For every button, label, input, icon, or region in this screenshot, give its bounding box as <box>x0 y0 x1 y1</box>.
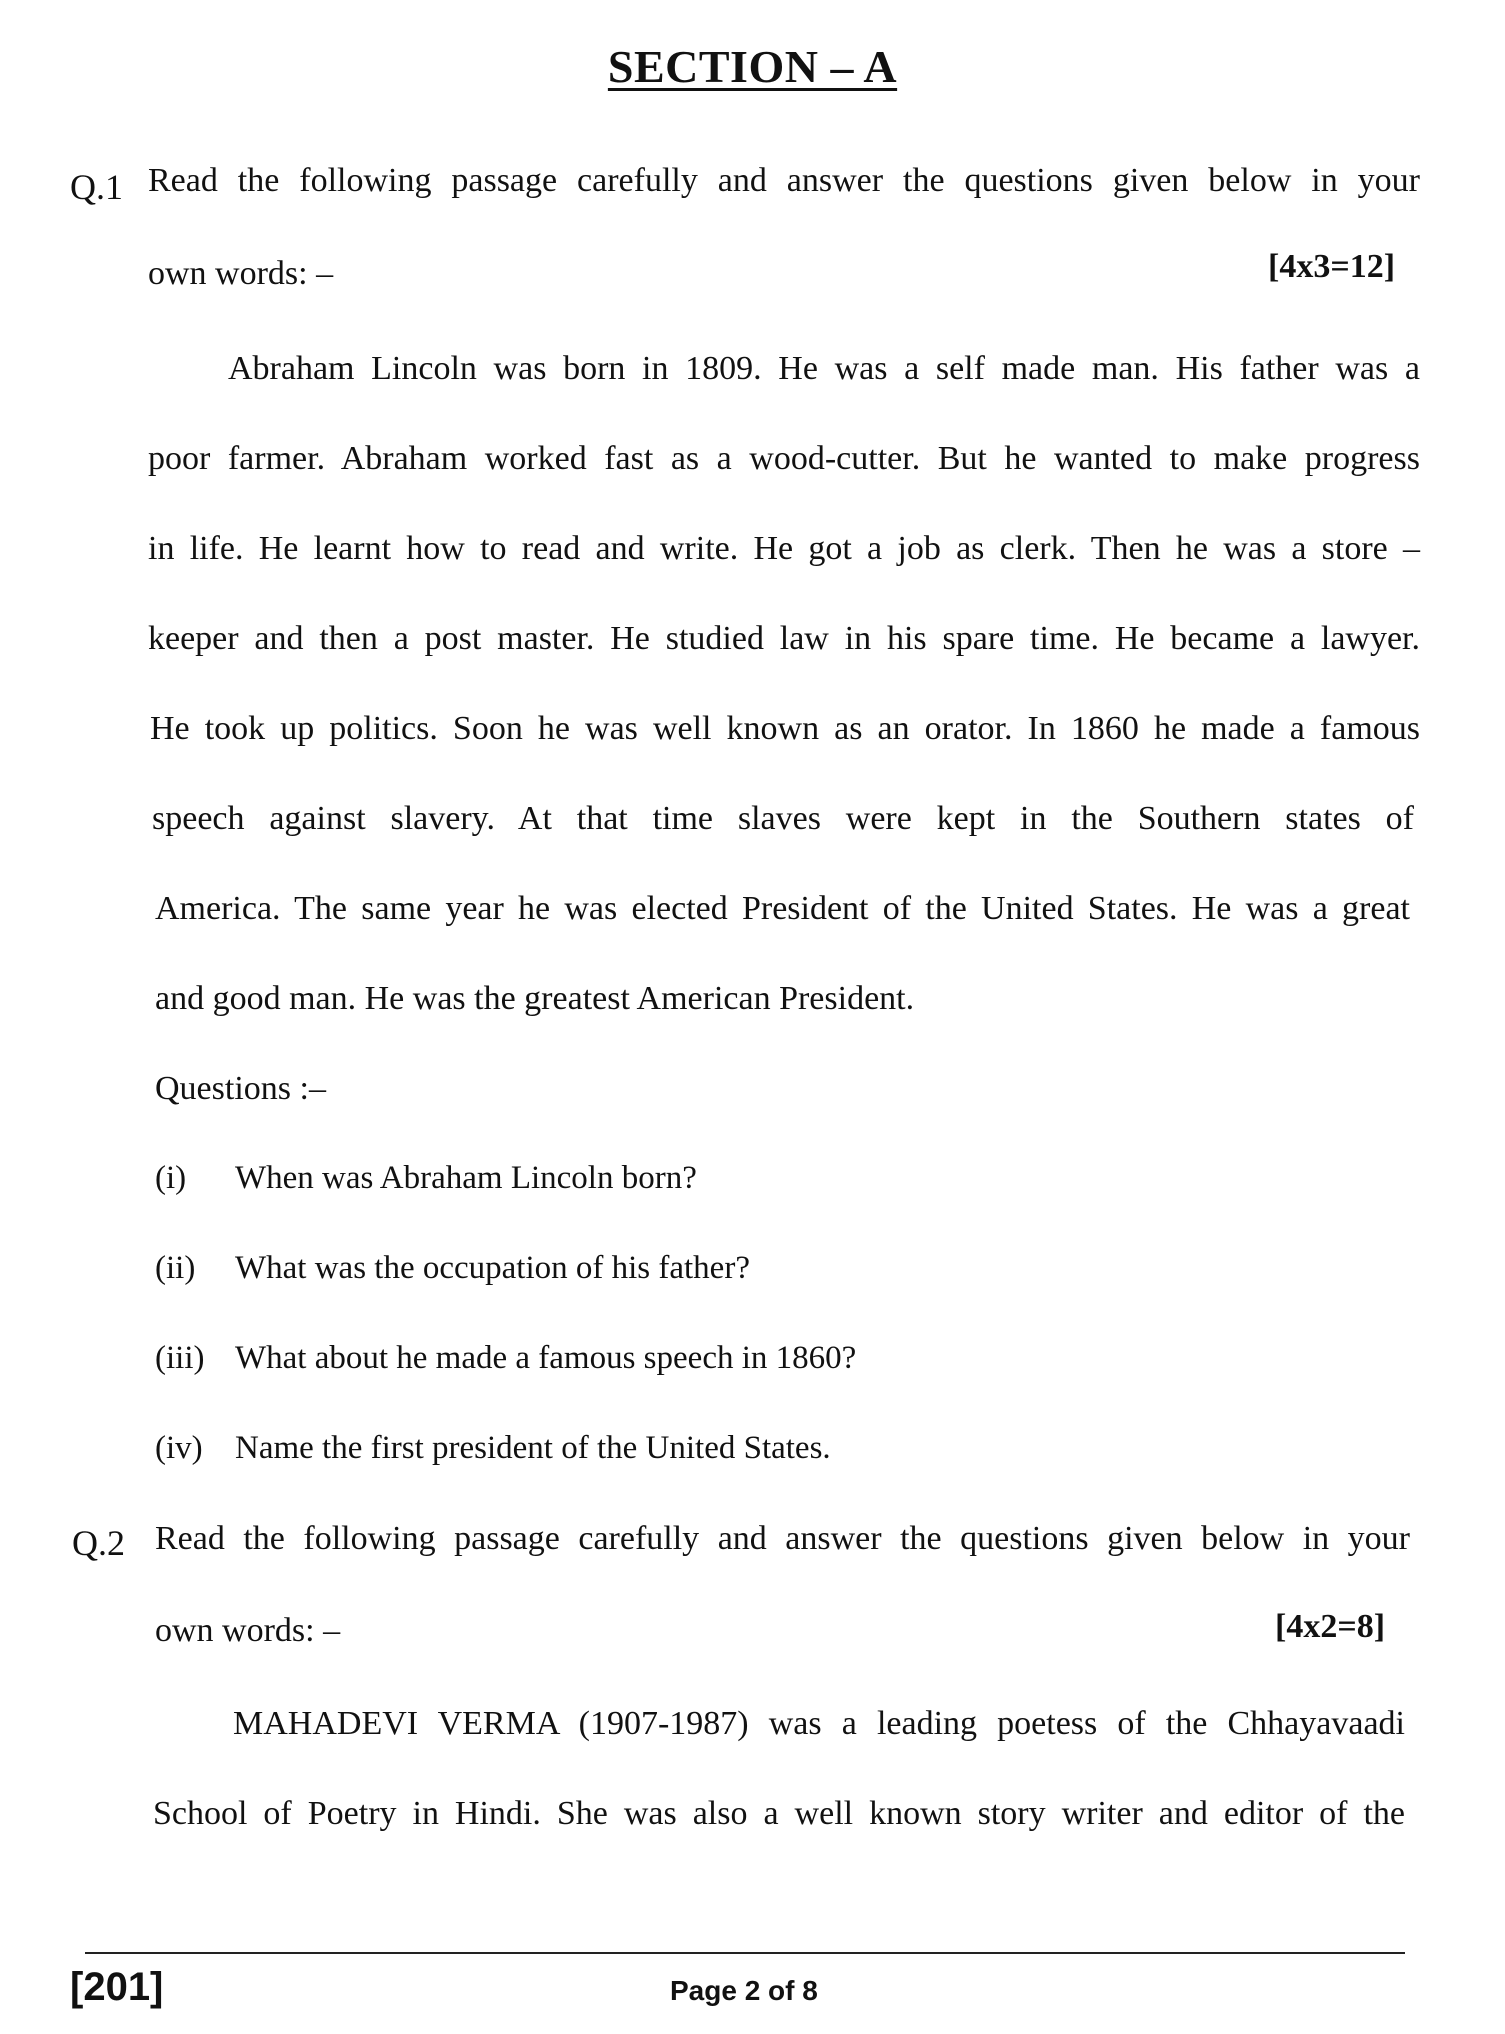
q2-instruction-line1: Read the following passage carefully and answer the questions given below in your <box>155 1520 1410 1557</box>
q1-passage-line: and good man. He was the greatest American President. <box>155 980 915 1017</box>
q1-marks: [4x3=12] <box>1268 248 1396 285</box>
q1-instruction-line1: Read the following passage carefully and answer the questions given below in your <box>148 162 1420 199</box>
q2-marks: [4x2=8] <box>1275 1608 1386 1645</box>
footer-divider <box>85 1952 1405 1954</box>
q1-passage-line: keeper and then a post master. He studied law in his spare time. He became a lawyer. <box>148 620 1420 657</box>
q2-passage-line: MAHADEVI VERMA (1907-1987) was a leading poetess of the Chhayavaadi <box>233 1705 1405 1742</box>
q1-subquestion-label: (iv) <box>155 1430 203 1466</box>
q1-passage-line: America. The same year he was elected President of the United States. He was a great <box>155 890 1410 927</box>
q2-passage-line: School of Poetry in Hindi. She was also a well known story writer and editor of the <box>153 1795 1405 1832</box>
q1-subquestion-text: What was the occupation of his father? <box>235 1250 750 1286</box>
section-title <box>0 40 1505 93</box>
q1-subquestion-text: When was Abraham Lincoln born? <box>235 1160 697 1196</box>
q1-subquestion-text: What about he made a famous speech in 1860? <box>235 1340 857 1376</box>
q2-instruction-line2: own words: – <box>155 1612 341 1649</box>
q1-subquestion-label: (ii) <box>155 1250 196 1286</box>
page-number: Page 2 of 8 <box>670 1975 818 2006</box>
q1-passage-line: speech against slavery. At that time slaves were kept in the Southern states of <box>152 800 1414 837</box>
q1-subquestion-text: Name the first president of the United States. <box>235 1430 831 1466</box>
q1-passage-line: Abraham Lincoln was born in 1809. He was a self made man. His father was a <box>228 350 1420 387</box>
section-title-text: SECTION – A <box>607 41 898 92</box>
q1-passage-line: in life. He learnt how to read and write. He got a job as clerk. Then he was a store – <box>148 530 1420 567</box>
paper-code: [201] <box>70 1965 164 2009</box>
q1-passage-line: He took up politics. Soon he was well known as an orator. In 1860 he made a famous <box>150 710 1420 747</box>
q1-passage-line: poor farmer. Abraham worked fast as a wood-cutter. But he wanted to make progress <box>148 440 1420 477</box>
q1-questions-heading: Questions :– <box>155 1070 326 1107</box>
q2-number: Q.2 <box>72 1523 125 1563</box>
q1-instruction-line2: own words: – <box>148 255 334 292</box>
q1-subquestion-label: (iii) <box>155 1340 205 1376</box>
q1-subquestion-label: (i) <box>155 1160 187 1196</box>
q1-number: Q.1 <box>70 167 123 207</box>
